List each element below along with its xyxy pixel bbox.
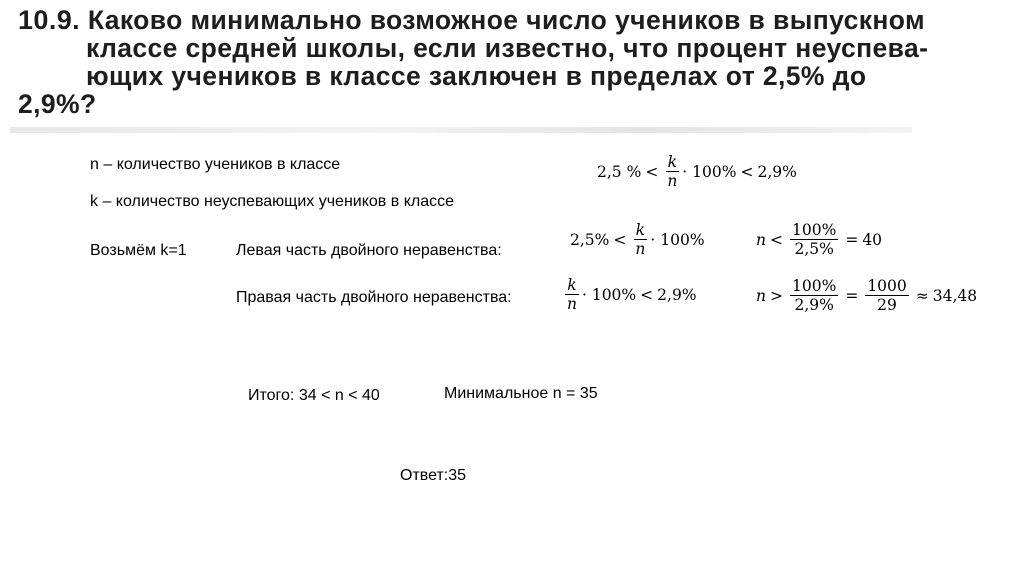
left-part-inequality: 2,5% < $\frac{k}{n}$ · 100% [570, 221, 705, 259]
problem-statement [18, 6, 1008, 118]
right-part-inequality: $\frac{k}{n}$ · 100% < 2,9% [567, 276, 697, 314]
problem-line-3: ющих учеников в классе заключен в пределах от 2,5% до [86, 61, 867, 91]
main-inequality: 2,5 % < $\frac{k}{n}$ · 100% < 2,9% [597, 153, 797, 191]
fraction-k-over-n: $\frac{k}{n}$ [667, 153, 678, 191]
fraction-100-over-2-9: $\frac{100\%}{2,9\%}$ [791, 277, 837, 315]
left-part-label: Левая часть двойного неравенства: [236, 242, 502, 259]
fraction-k-over-n: $\frac{k}{n}$ [635, 221, 646, 259]
minimal-n: Минимальное n = 35 [444, 385, 598, 402]
problem-line-4: 2,9%? [18, 89, 97, 119]
fraction-100-over-2-5: $\frac{100\%}{2,5\%}$ [791, 221, 837, 259]
answer: Ответ:35 [400, 467, 467, 484]
problem-line-2: классе средней школы, если известно, что процент неуспева- [86, 33, 929, 63]
right-part-result: n > $\frac{100\%}{2,9\%}$ = $\frac{1000}{29}$ ≈ 34,48 [756, 277, 978, 315]
scan-shadow-divider [10, 127, 912, 133]
summary-range: Итого: 34 < n < 40 [248, 387, 380, 404]
problem-line-1: 10.9. Каково минимально возможное число учеников в выпускном [18, 5, 926, 35]
fraction-k-over-n: $\frac{k}{n}$ [567, 276, 577, 314]
definition-n: n – количество учеников в классе [90, 156, 341, 173]
fraction-1000-over-29: $\frac{1000}{29}$ [867, 277, 907, 315]
take-k-label: Возьмём k=1 [90, 242, 187, 259]
problem-number: 10.9. [18, 5, 81, 35]
definition-k: k – количество неуспевающих учеников в классе [90, 193, 455, 210]
right-part-label: Правая часть двойного неравенства: [236, 289, 512, 306]
left-part-result: n < $\frac{100\%}{2,5\%}$ = 40 [756, 221, 883, 259]
